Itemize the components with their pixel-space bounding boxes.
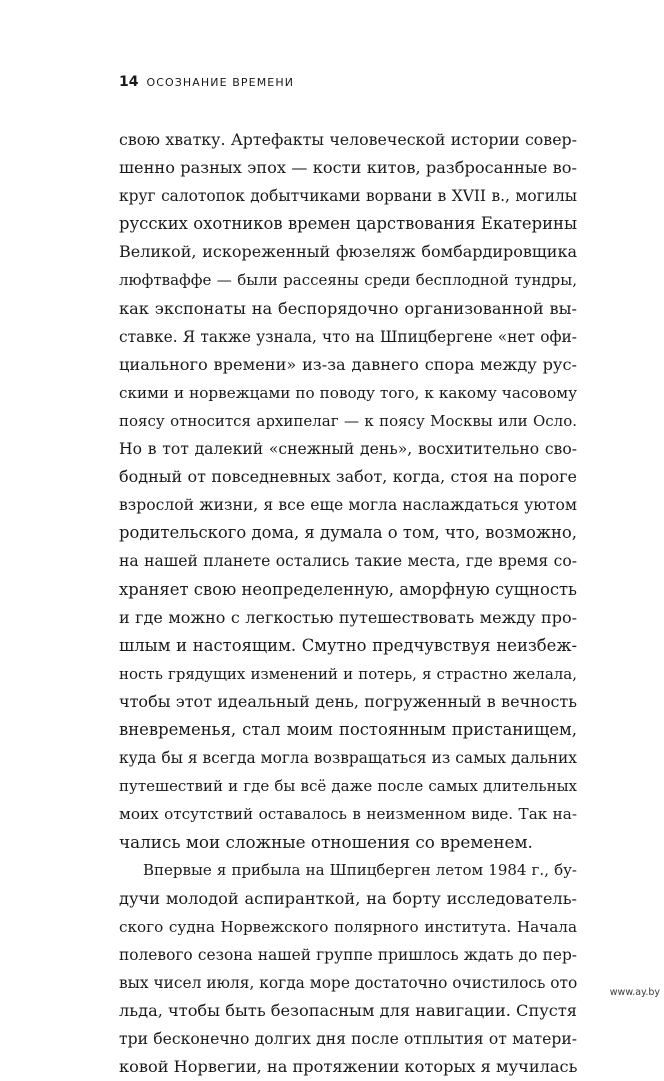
text-line: взрослой жизни, я все еще могла наслаждаться уютом <box>119 496 577 515</box>
text-line: ность грядущих изменений и потерь, я страстно желала, <box>119 664 577 683</box>
text-line: русских охотников времен царствования Екатерины <box>119 214 577 234</box>
text-line: дучи молодой аспиранткой, на борту исследователь- <box>119 888 577 908</box>
text-line: бодный от повседневных забот, когда, стоя на пороге <box>119 467 577 487</box>
text-line: чтобы этот идеальный день, погруженный в вечность <box>119 691 577 711</box>
text-line: ставке. Я также узнала, что на Шпицбергене «нет офи- <box>119 327 577 346</box>
text-line: на нашей планете остались такие места, где время со- <box>119 552 577 571</box>
text-line: поясу относится архипелаг — к поясу Москвы или Осло. <box>119 411 577 430</box>
text-line: вых чисел июля, когда море достаточно очистилось ото <box>119 973 577 992</box>
text-line: скими и норвежцами по поводу того, к какому часовому <box>119 383 577 402</box>
text-line: свою хватку. Артефакты человеческой истории совер- <box>119 130 577 149</box>
text-line: и где можно с легкостью путешествовать между про- <box>119 607 577 627</box>
body-text <box>119 126 577 1081</box>
text-line: моих отсутствий оставалось в неизменном виде. Так на- <box>119 805 577 824</box>
text-line: чались мои сложные отношения со временем. <box>119 832 533 853</box>
text-line: Впервые я прибыла на Шпицберген летом 1984 г., бу- <box>143 861 577 880</box>
text-line: циального времени» из-за давнего спора между рус- <box>119 354 577 374</box>
text-line: три бесконечно долгих дня после отплытия от матери- <box>119 1030 577 1048</box>
text-line: куда бы я всегда могла возвращаться из самых дальних <box>119 749 577 768</box>
text-line: Великой, искореженный фюзеляж бомбардировщика <box>119 242 577 262</box>
page-number: 14 <box>119 74 139 90</box>
text-line: ковой Норвегии, на протяжении которых я мучилась <box>119 1057 577 1077</box>
text-line: родительского дома, я думала о том, что, возможно, <box>119 523 577 543</box>
running-head <box>119 74 294 92</box>
text-line: люфтваффе — были рассеяны среди бесплодной тундры, <box>119 271 577 290</box>
text-line: шлым и настоящим. Смутно предчувствуя неизбеж- <box>119 635 577 655</box>
text-line: льда, чтобы быть безопасным для навигации. Спустя <box>119 1000 577 1020</box>
text-line: путешествий и где бы всё даже после самых длительных <box>119 777 577 796</box>
section-title: ОСОЗНАНИЕ ВРЕМЕНИ <box>146 76 295 89</box>
text-line: как экспонаты на беспорядочно организованной вы- <box>119 298 577 318</box>
text-line: ского судна Норвежского полярного института. Начала <box>119 917 577 936</box>
text-line: полевого сезона нашей группе пришлось ждать до пер- <box>119 945 577 964</box>
text-line: вневременья, стал моим постоянным пристанищем, <box>119 719 577 739</box>
text-line: храняет свою неопределенную, аморфную сущность <box>119 579 577 599</box>
text-line: Но в тот далекий «снежный день», восхитительно сво- <box>119 440 577 459</box>
text-line: круг салотопок добытчиками ворвани в XVII в., могилы <box>119 187 577 206</box>
watermark: www.ay.by <box>609 987 660 998</box>
text-line: шенно разных эпох — кости китов, разбросанные во- <box>119 158 577 178</box>
